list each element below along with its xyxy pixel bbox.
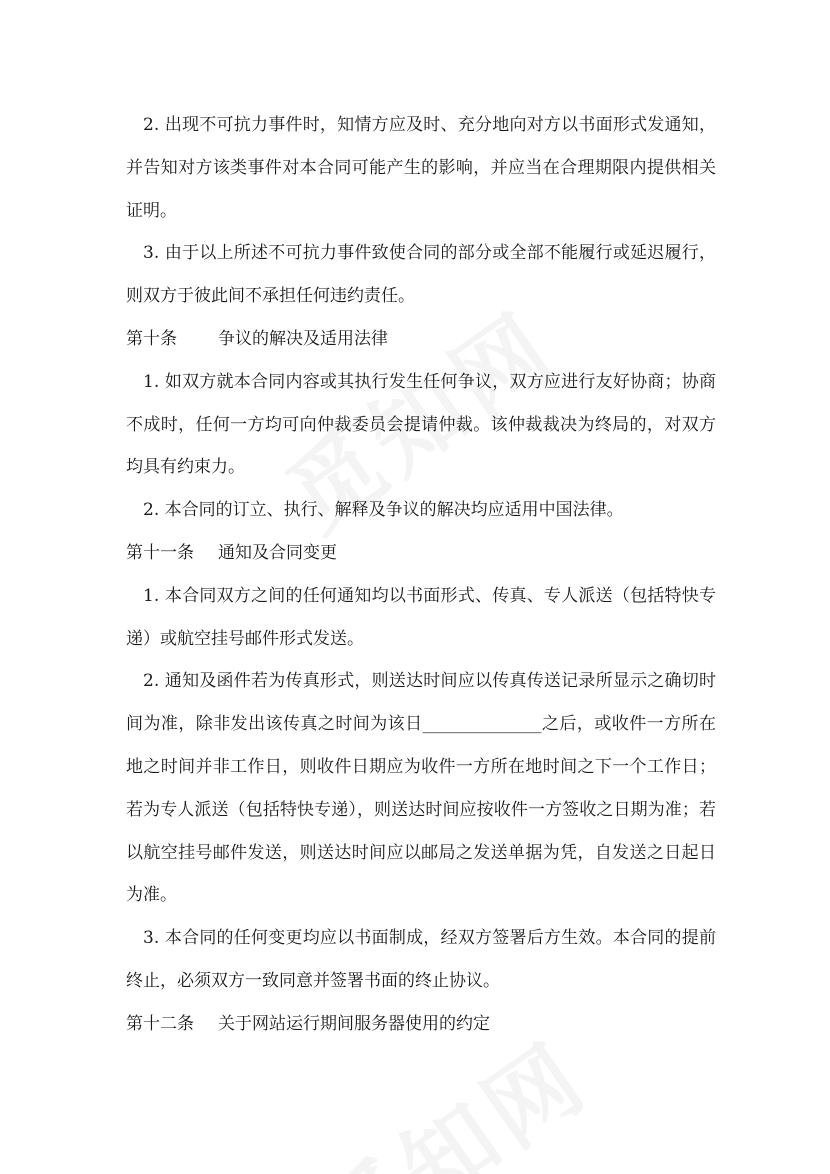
article-title: 争议的解决及适用法律 — [218, 328, 388, 349]
article-11-item-3: 3. 本合同的任何变更均应以书面制成，经双方签署后方生效。本合同的提前终止，必须双方一致同意并签署书面的终止协议。 — [126, 928, 716, 991]
article-title: 关于网站运行期间服务器使用的约定 — [218, 1013, 490, 1034]
article-number: 第十一条 — [126, 542, 194, 563]
article-heading-12 — [126, 1003, 716, 1046]
article-11-item-2: 2. 通知及函件若为传真形式，则送达时间应以传真传送记录所显示之确切时间为准，除非发出该传真之时间为该日______________之后，或收件一方所在地之时间并非工作日，则收件日期应为收件一方所在地时间之下一个工作日；若为专人派送（包括特快专递），则送达时间应按收件一方签收之日期为准；若以航空挂号邮件发送，则送达时间应以邮局之发送单据为凭，自发送之日起日为准。 — [126, 671, 716, 906]
paragraph-force-majeure-liability: 3. 由于以上所述不可抗力事件致使合同的部分或全部不能履行或延迟履行，则双方于彼此间不承担任何违约责任。 — [126, 243, 716, 307]
article-heading-10 — [126, 318, 716, 361]
article-10-item-1: 1. 如双方就本合同内容或其执行发生任何争议，双方应进行友好协商；协商不成时，任何一方均可向仲裁委员会提请仲裁。该仲裁裁决为终局的，对双方均具有约束力。 — [126, 371, 716, 478]
article-heading-11 — [126, 532, 716, 575]
article-title: 通知及合同变更 — [218, 542, 337, 563]
paragraph-force-majeure-notice: 2. 出现不可抗力事件时，知情方应及时、充分地向对方以书面形式发通知，并告知对方该类事件对本合同可能产生的影响，并应当在合理期限内提供相关证明。 — [126, 115, 716, 221]
document-body — [126, 104, 716, 1046]
article-10-item-2: 2. 本合同的订立、执行、解释及争议的解决均应适用中国法律。 — [143, 500, 624, 521]
article-number: 第十二条 — [126, 1013, 194, 1034]
article-11-item-1: 1. 本合同双方之间的任何通知均以书面形式、传真、专人派送（包括特快专递）或航空挂号邮件形式发送。 — [126, 585, 716, 649]
article-number: 第十条 — [126, 328, 177, 349]
